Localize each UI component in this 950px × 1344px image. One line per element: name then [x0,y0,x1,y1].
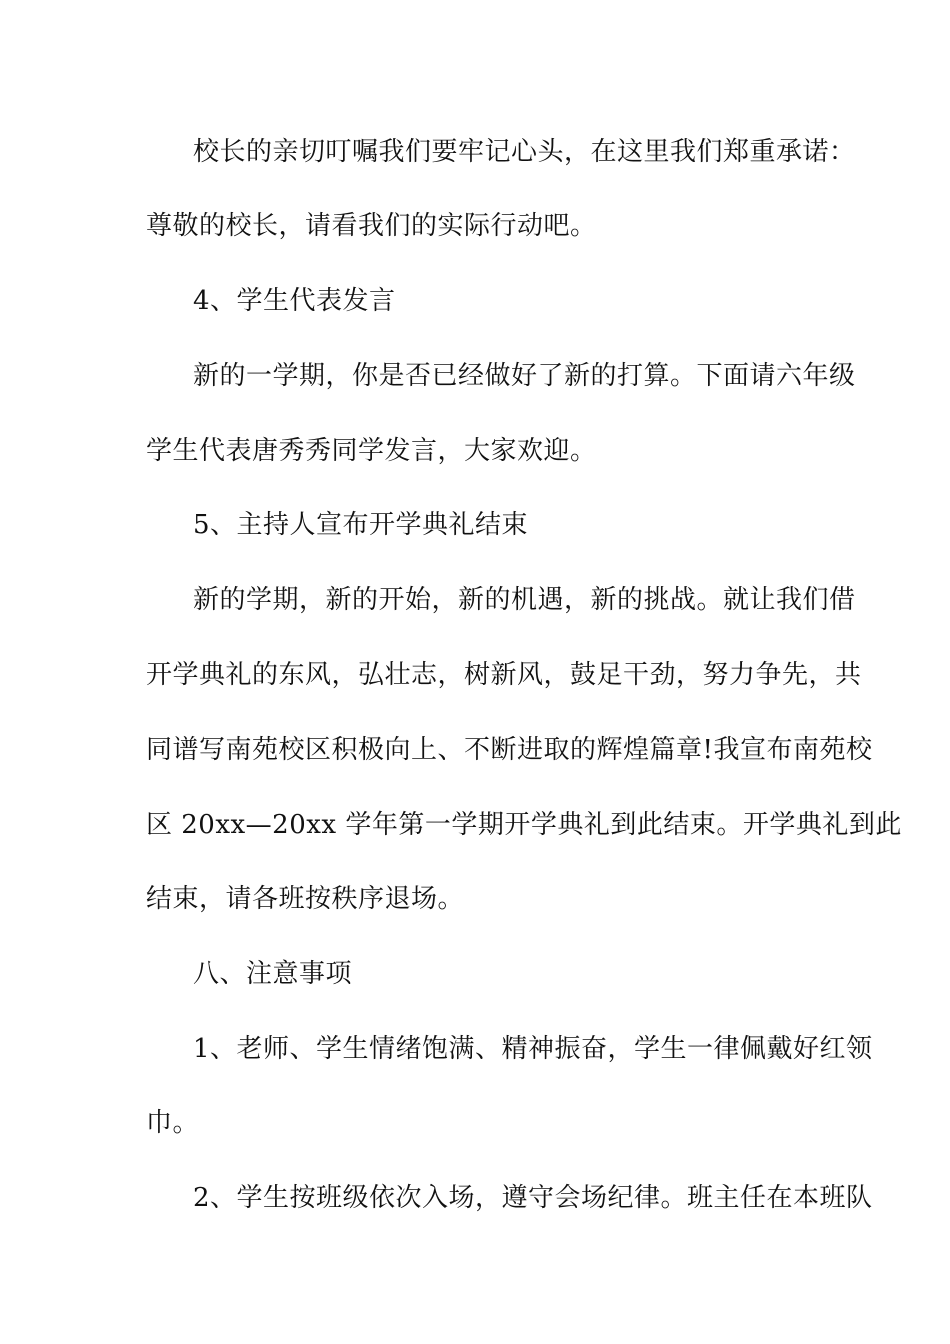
section-heading: 5、主持人宣布开学典礼结束 [193,510,529,540]
paragraph-line: 结束，请各班按秩序退场。 [146,884,465,914]
paragraph-line: 区 20xx—20xx 学年第一学期开学典礼到此结束。开学典礼到此 [146,810,902,840]
paragraph-line: 同谱写南苑校区积极向上、不断进取的辉煌篇章!我宣布南苑校 [146,735,873,765]
paragraph-line: 巾。 [146,1108,200,1138]
paragraph-line: 学生代表唐秀秀同学发言，大家欢迎。 [146,436,597,466]
section-heading: 八、注意事项 [193,959,353,989]
paragraph-line: 新的一学期，你是否已经做好了新的打算。下面请六年级 [193,361,856,391]
paragraph-line: 1、老师、学生情绪饱满、精神振奋，学生一律佩戴好红领 [193,1034,873,1064]
paragraph-line: 尊敬的校长，请看我们的实际行动吧。 [146,211,597,241]
paragraph-line: 2、学生按班级依次入场，遵守会场纪律。班主任在本班队 [193,1183,873,1213]
paragraph-line: 新的学期，新的开始，新的机遇，新的挑战。就让我们借 [193,585,856,615]
paragraph-line: 校长的亲切叮嘱我们要牢记心头，在这里我们郑重承诺： [193,137,856,167]
paragraph-line: 开学典礼的东风，弘壮志，树新风，鼓足干劲，努力争先，共 [146,660,862,690]
section-heading: 4、学生代表发言 [193,286,396,316]
